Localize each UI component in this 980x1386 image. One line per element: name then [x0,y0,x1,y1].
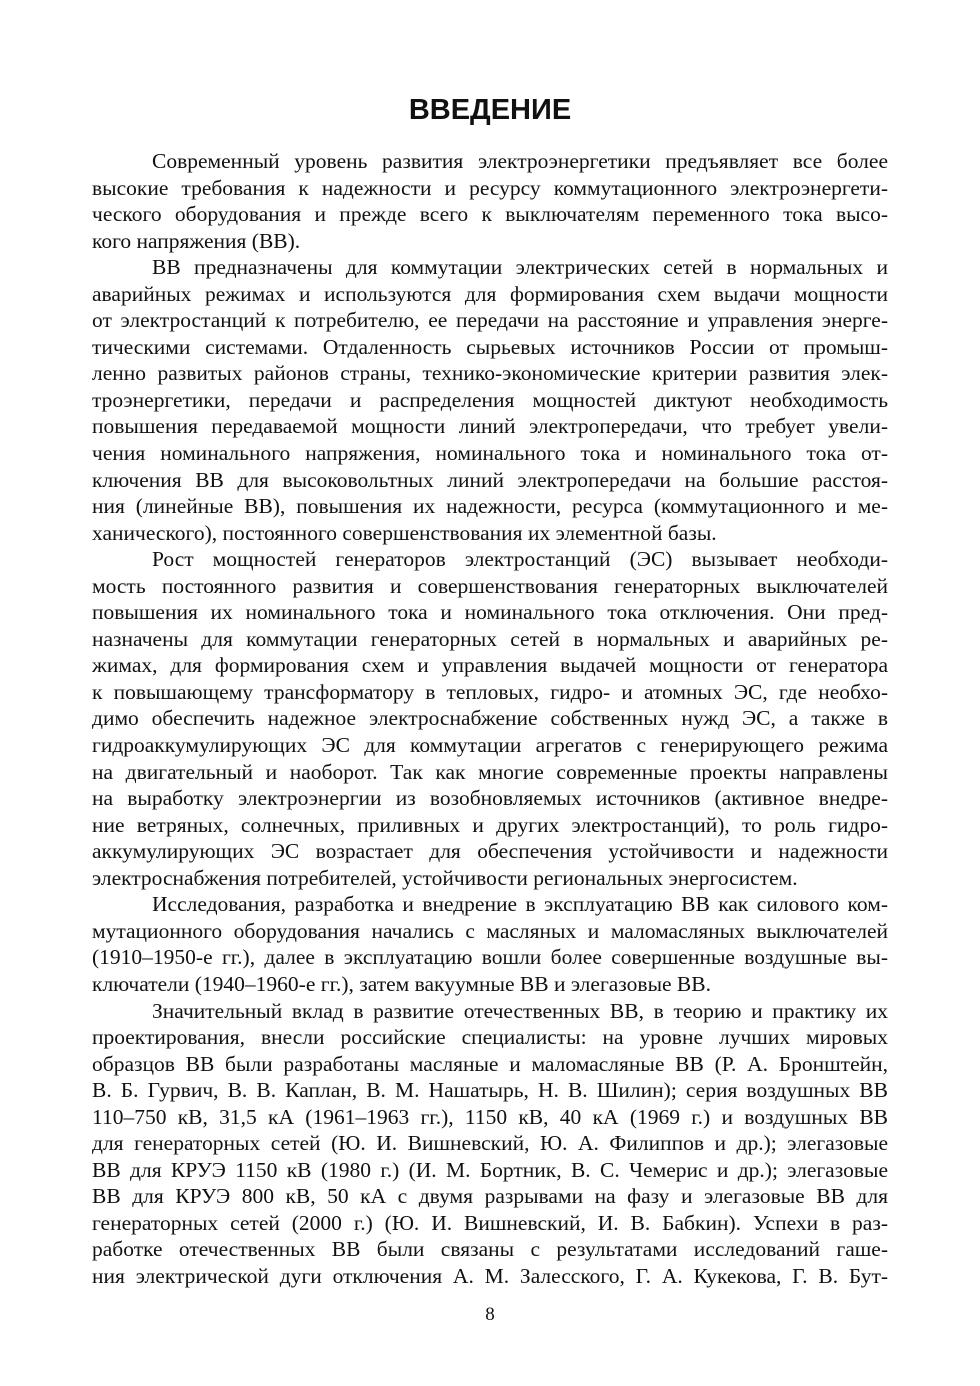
text-line: к повышающему трансформатору в тепловых, гидро- и атомных ЭС, где необхо- [92,679,888,704]
text-line: тическими системами. Отдаленность сырьевых источников России от промыш- [92,334,888,359]
text-line: повышения их номинального тока и номинального тока отключения. Они пред- [92,600,888,625]
text-line: ния (линейные ВВ), повышения их надежности, ресурса (коммутационного и ме- [92,494,888,519]
text-line: чения номинального напряжения, номинального тока и номинального тока от- [92,441,888,466]
text-line: мость постоянного развития и совершенствования генераторных выключателей [92,573,888,598]
text-line: аккумулирующих ЭС возрастает для обеспечения устойчивости и надежности [92,839,888,864]
text-line: ВВ предназначены для коммутации электрических сетей в нормальных и [152,255,888,280]
text-line: на выработку электроэнергии из возобновляемых источников (активное внедре- [92,786,888,811]
text-line: проектирования, внесли российские специалисты: на уровне лучших мировых [92,1025,888,1050]
text-line: работке отечественных ВВ были связаны с результатами исследований гаше- [92,1237,888,1262]
text-line: Рост мощностей генераторов электростанций (ЭС) вызывает необходи- [152,547,888,572]
text-line: назначены для коммутации генераторных сетей в нормальных и аварийных ре- [92,626,888,651]
text-line: ние ветряных, солнечных, приливных и других электростанций), то роль гидро- [92,812,888,837]
text-line: жимах, для формирования схем и управления выдачей мощности от генератора [92,653,888,678]
paragraph-2 [92,254,888,546]
text-line: В. Б. Гурвич, В. В. Каплан, В. М. Нашатырь, Н. В. Шилин); серия воздушных ВВ [92,1078,888,1103]
text-line: ВВ для КРУЭ 1150 кВ (1980 г.) (И. М. Бортник, В. С. Чемерис и др.); элегазовые [92,1157,888,1182]
text-line: кого напряжения (ВВ). [92,228,301,253]
text-line: ческого оборудования и прежде всего к выключателям переменного тока высо- [92,202,888,227]
page-number: 8 [485,1304,495,1325]
document-page [92,0,888,1386]
text-line: на двигательный и наоборот. Так как многие современные проекты направлены [92,759,888,784]
text-line: ключатели (1940–1960-е гг.), затем вакуумные ВВ и элегазовые ВВ. [92,971,711,996]
text-line: Современный уровень развития электроэнергетики предъявляет все более [152,149,888,173]
text-line: гидроаккумулирующих ЭС для коммутации агрегатов с генерирующего режима [92,733,888,758]
text-line: троэнергетики, передачи и распределения мощностей диктуют необходимость [92,387,888,412]
paragraph-1 [92,148,888,254]
text-line: ВВ для КРУЭ 800 кВ, 50 кА с двумя разрывами на фазу и элегазовые ВВ для [92,1184,888,1209]
text-line: повышения передаваемой мощности линий электропередачи, что требует увели- [92,414,888,439]
paragraph-4 [92,891,888,997]
text-line: ния электрической дуги отключения А. М. Залесского, Г. А. Кукекова, Г. В. Бут- [92,1263,888,1288]
text-line: (1910–1950-е гг.), далее в эксплуатацию вошли более совершенные воздушные вы- [92,945,888,970]
page-title: ВВЕДЕНИЕ [408,94,572,126]
text-line: Значительный вклад в развитие отечественных ВВ, в теорию и практику их [152,998,888,1023]
text-line: электроснабжения потребителей, устойчивости региональных энергосистем. [92,865,798,890]
text-line: 110–750 кВ, 31,5 кА (1961–1963 гг.), 1150 кВ, 40 кА (1969 г.) и воздушных ВВ [92,1104,888,1129]
text-line: генераторных сетей (2000 г.) (Ю. И. Вишневский, И. В. Бабкин). Успехи в раз- [92,1210,888,1235]
text-line: мутационного оборудования начались с масляных и маломасляных выключателей [92,918,888,943]
text-line: ленно развитых районов страны, технико-экономические критерии развития элек- [92,361,888,386]
text-line: Исследования, разработка и внедрение в эксплуатацию ВВ как силового ком- [152,892,888,917]
text-line: ханического), постоянного совершенствования их элементной базы. [92,520,717,545]
text-line: димо обеспечить надежное электроснабжение собственных нужд ЭС, а также в [92,706,888,731]
paragraph-5 [92,998,888,1290]
text-line: аварийных режимах и используются для формирования схем выдачи мощности [92,281,888,306]
text-line: высокие требования к надежности и ресурсу коммутационного электроэнергети- [92,175,888,200]
body-text [92,148,888,1290]
text-line: от электростанций к потребителю, ее передачи на расстояние и управления энерге- [92,308,888,333]
text-line: ключения ВВ для высоковольтных линий электропередачи на большие расстоя- [92,467,888,492]
text-line: для генераторных сетей (Ю. И. Вишневский, Ю. А. Филиппов и др.); элегазовые [92,1131,888,1156]
paragraph-3 [92,546,888,891]
text-line: образцов ВВ были разработаны масляные и маломасляные ВВ (Р. А. Бронштейн, [92,1051,888,1076]
